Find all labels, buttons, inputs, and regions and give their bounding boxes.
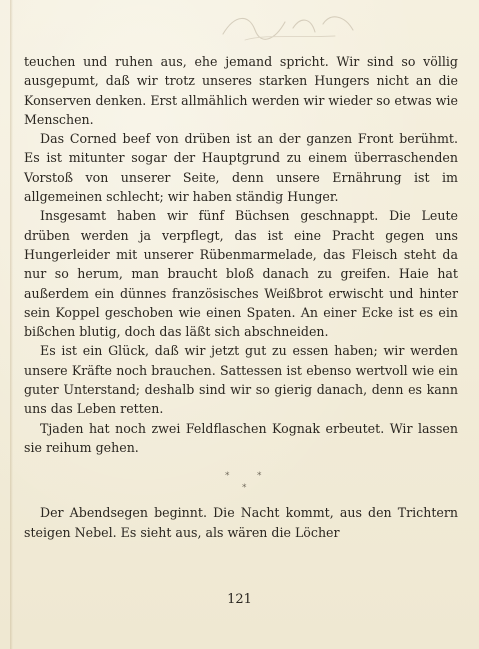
paragraph-3: Insgesamt haben wir fünf Büchsen geschnappt. Die Leute drüben werden ja verpflegt, das ist eine Pracht gegen uns Hungerleider mit unserer Rübenmarmelade, das Fleisch steht da nur so herum, man braucht bloß danach zu greifen. Haie hat außerdem ein dünnes französisches Weißbrot erwischt und hinter sein Koppel geschoben wie einen Spaten. An einer Ecke ist es ein bißchen blutig, doch das läßt sich abschneiden. bbox=[24, 208, 458, 340]
separator-star: * bbox=[257, 471, 262, 482]
separator-star: * bbox=[242, 483, 247, 494]
paragraph-2: Das Corned beef von drüben ist an der ganzen Front berühmt. Es ist mitunter sogar der Hauptgrund zu einem überraschenden Vorstoß von unserer Seite, denn unsere Ernährung ist im allgemeinen schlecht; wir haben ständig Hunger. bbox=[24, 131, 458, 205]
paragraph-5: Tjaden hat noch zwei Feldflaschen Kognak erbeutet. Wir lassen sie reihum gehen. bbox=[24, 420, 458, 455]
body-text bbox=[24, 52, 458, 542]
paragraph-1: teuchen und ruhen aus, ehe jemand spricht. Wir sind so völlig ausgepumt, daß wir trotz unseres starken Hungers nicht an die Konserven denken. Erst allmählich werden wir wieder so etwas wie Menschen. bbox=[24, 54, 458, 127]
separator-star: * bbox=[225, 471, 230, 482]
pencil-scribble-mark bbox=[215, 4, 365, 46]
paragraph-4: Es ist ein Glück, daß wir jetzt gut zu essen haben; wir werden unsere Kräfte noch brauchen. Sattessen ist ebenso wertvoll wie ein guter Unterstand; deshalb sind wir so gierig danach, denn es kann uns das Leben retten. bbox=[24, 343, 458, 417]
page-binding-edge bbox=[10, 0, 13, 649]
section-separator bbox=[24, 459, 458, 497]
page-number: 121 bbox=[227, 592, 252, 607]
paragraph-6: Der Abendsegen beginnt. Die Nacht kommt, aus den Trichtern steigen Nebel. Es sieht aus, als wären die Löcher bbox=[24, 505, 458, 540]
